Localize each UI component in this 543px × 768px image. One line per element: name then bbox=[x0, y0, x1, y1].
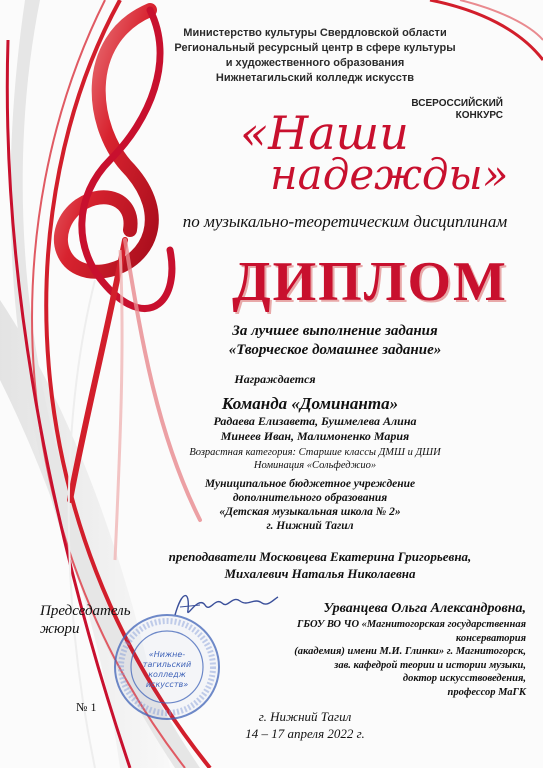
footer-city: г. Нижний Тагил bbox=[258, 709, 352, 724]
stamp-text: колледж bbox=[148, 670, 186, 679]
school-line: Муниципальное бюджетное учреждение bbox=[204, 478, 416, 490]
contest-title-line1: «Наши bbox=[240, 106, 409, 160]
footer-dates: 14 – 17 апреля 2022 г. bbox=[245, 726, 365, 741]
chair-line: Председатель bbox=[40, 603, 131, 619]
award-line: За лучшее выполнение задания bbox=[232, 323, 438, 339]
contest-subtitle: по музыкально-теоретическим дисциплинам bbox=[182, 212, 508, 231]
award-line: «Творческое домашнее задание» bbox=[228, 342, 442, 358]
teachers-line: Михалевич Наталья Николаевна bbox=[224, 566, 416, 581]
school-line: «Детская музыкальная школа № 2» bbox=[219, 506, 401, 518]
school-line: дополнительного образования bbox=[232, 492, 388, 504]
team-name: Команда «Доминанта» bbox=[221, 394, 399, 413]
members-line: Минеев Иван, Малимоненко Мария bbox=[220, 429, 410, 443]
footer bbox=[210, 708, 400, 742]
contest-line: КОНКУРС bbox=[455, 110, 503, 121]
round-stamp-icon bbox=[112, 612, 222, 722]
org-line: Нижнетагильский колледж искусств bbox=[215, 72, 415, 84]
award-reason bbox=[140, 322, 530, 360]
awarded-label: Награждается bbox=[234, 372, 316, 386]
chair-line: жюри bbox=[40, 621, 80, 637]
organization-header bbox=[150, 26, 480, 86]
school-info bbox=[140, 477, 480, 533]
members-line: Радаева Елизавета, Бушмелева Алина bbox=[213, 414, 417, 428]
team-members bbox=[150, 414, 480, 444]
jury-chair-name: Урванцева Ольга Александровна, bbox=[323, 601, 526, 616]
org-line: Региональный ресурсный центр в сфере культуры bbox=[174, 42, 456, 54]
contest-line: ВСЕРОССИЙСКИЙ bbox=[411, 98, 503, 109]
category-info bbox=[140, 446, 490, 472]
jury-info-line: доктор искусствоведения, bbox=[402, 673, 526, 684]
age-category: Возрастная категория: Старшие классы ДМШ и ДШИ bbox=[189, 447, 441, 458]
jury-info-line: зав. кафедрой теории и истории музыки, bbox=[334, 659, 526, 671]
stamp-text: «Нижне- bbox=[148, 650, 186, 659]
stamp-text: тагильский bbox=[142, 660, 192, 669]
jury-info-line: ГБОУ ВО ЧО «Магнитогорская государственная консерватория bbox=[296, 619, 526, 644]
jury-info bbox=[230, 600, 526, 699]
teachers-line: преподаватели Московцева Екатерина Григорьевна, bbox=[168, 549, 472, 564]
jury-info-line: профессор МаГК bbox=[447, 686, 526, 698]
nomination: Номинация «Сольфеджио» bbox=[253, 460, 377, 471]
teachers-info bbox=[120, 548, 520, 582]
diploma-heading: ДИПЛОМ bbox=[232, 251, 508, 313]
contest-title-line2: надежды» bbox=[270, 150, 509, 199]
org-line: Министерство культуры Свердловской области bbox=[183, 27, 447, 39]
stamp-text: искусств» bbox=[145, 680, 189, 689]
school-line: г. Нижний Тагил bbox=[266, 520, 354, 532]
org-line: и художественного образования bbox=[225, 57, 405, 69]
diploma-number: № 1 bbox=[76, 700, 97, 714]
jury-info-line: (академия) имени М.И. Глинки» г. Магнитогорск, bbox=[294, 646, 526, 657]
